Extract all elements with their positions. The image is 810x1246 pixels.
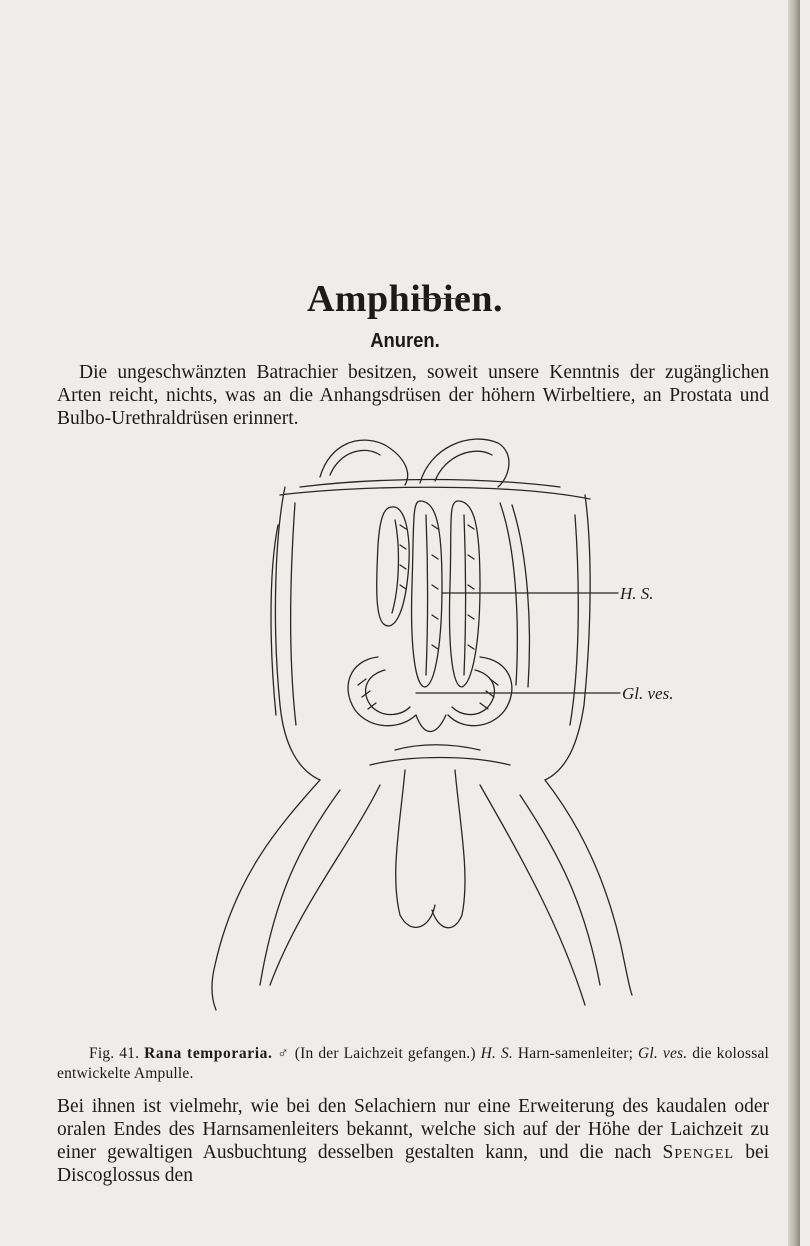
section-heading: Anuren. [370,329,440,352]
frog-anatomy-illustration [180,425,674,1025]
body-author: Spengel [662,1141,735,1163]
caption-species: Rana temporaria. [144,1044,273,1062]
page-edge-shadow [788,0,800,1246]
label-hs: H. S. [620,584,654,603]
caption-abbr-glves: Gl. ves. [638,1044,688,1062]
body-paragraph [57,1095,769,1187]
caption-fig-number: Fig. 41. [89,1044,140,1062]
caption-abbr-hs-text: Harn-samenleiter; [517,1044,634,1062]
body-text-before: Bei ihnen ist vielmehr, wie bei den Selachiern nur eine Erweiterung des kaudalen oder oralen Endes des Harnsamenleiters bekannt, welche sich auf der Höhe der Laichzeit zu einer gewaltigen Ausbuchtung desselben gestalten kann, und die nach [57,1095,769,1163]
caption-abbr-hs: H. S. [480,1044,513,1062]
title-rule [417,298,467,299]
intro-paragraph: Die ungeschwänzten Batrachier besitzen, soweit unsere Kenntnis der zugänglichen Arten reicht, nichts, was an die Anhangsdrüsen der höhern Wirbeltiere, an Prostata und Bulbo-Urethraldrüsen erinnert. [57,361,769,429]
caption-sex-symbol: ♂ [277,1044,290,1062]
label-glves: Gl. ves. [622,684,674,703]
chapter-title: Amphibien. [306,278,504,321]
figure-caption [57,1044,769,1084]
caption-note: (In der Laichzeit gefangen.) [294,1044,476,1062]
figure-frog-urogenital [180,425,674,1025]
body-text-after: bei Discoglossus den [57,1141,770,1186]
caption-abbr-glves-text: die kolossal entwickelte Ampulle. [57,1044,770,1082]
